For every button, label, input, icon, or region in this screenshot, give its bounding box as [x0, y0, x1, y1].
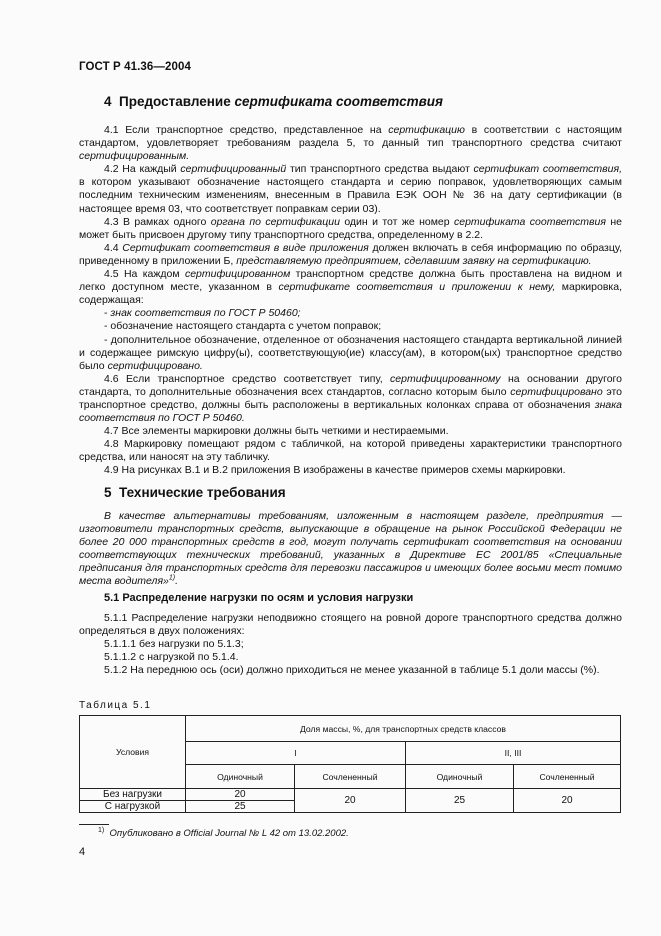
- footnote-divider: [79, 824, 109, 825]
- table-cell: 20: [186, 789, 295, 801]
- paragraph-5-1-2: 5.1.2 На переднюю ось (оси) должно приходиться не менее указанной в таблице 5.1 доли массы (%).: [104, 664, 600, 677]
- table-subheader-articulated-2-3: Сочлененный: [514, 765, 621, 789]
- table-cell: 25: [406, 789, 514, 813]
- page-number: 4: [79, 846, 86, 858]
- section-4-title-italic: сертификата соответствия: [234, 94, 443, 109]
- section-5-number: 5: [104, 485, 112, 500]
- table-header-class-2-3: II, III: [406, 742, 621, 765]
- footnote-mark: 1): [98, 826, 105, 834]
- footnote-text: Опубликовано в Official Journal № L 42 от 13.02.2002.: [109, 828, 349, 839]
- table-header-mass-share: Доля массы, %, для транспортных средств классов: [186, 716, 621, 742]
- subsection-5-1-body: [79, 612, 622, 677]
- paragraph-4-4: 4.4 Сертификат соответствия в виде приложения должен включать в себя информацию по образцу, приведенному в приложении Б, представляемую предприятием, сделавшим заявку на сертификацию.: [79, 241, 622, 267]
- section-4-body: [79, 124, 622, 478]
- section-4-number: 4: [104, 94, 112, 109]
- table-cell: 20: [514, 789, 621, 813]
- section-5-title: Технические требования: [119, 485, 286, 500]
- paragraph-5-1-1-2: 5.1.1.2 с нагрузкой по 5.1.4.: [104, 651, 239, 664]
- table-cell: 20: [295, 789, 406, 813]
- paragraph-4-5: 4.5 На каждом сертифицированном транспортном средстве должна быть проставлена на видном и легко доступном месте, указанном в сертификате соответствия и приложении к нему, маркировка, содержащая:: [79, 268, 622, 307]
- paragraph-5-1-1-1: 5.1.1.1 без нагрузки по 5.1.3;: [104, 638, 244, 651]
- section-4-title-plain: Предоставление: [119, 94, 235, 109]
- list-item-additional-designation: - дополнительное обозначение, отделенное от обозначения настоящего стандарта вертикальной линией и содержащее римскую цифру(ы), соответствующую(ие) классу(ам), в котором(ых) транспортное средство было сертифицировано.: [79, 333, 622, 372]
- subsection-5-1-heading: 5.1 Распределение нагрузки по осям и условия нагрузки: [104, 592, 414, 604]
- section-5-heading: [104, 485, 286, 500]
- paragraph-4-8: 4.8 Маркировку помещают рядом с табличкой, на которой приведены характеристики транспортного средства, или наносят на эту табличку.: [79, 438, 622, 464]
- footnote-reference: 1): [168, 574, 176, 582]
- table-row-label: С нагрузкой: [80, 801, 186, 813]
- table-header-condition: Условия: [80, 716, 186, 789]
- paragraph-4-6: 4.6 Если транспортное средство соответствует типу, сертифицированному на основании другого стандарта, то дополнительные обозначения всех стандартов, согласно которым было сертифицировано это транспортное средство, должны быть расположены в вертикальных колонках справа от обозначения знака соответствия по ГОСТ Р 50460.: [79, 372, 623, 425]
- paragraph-4-7: 4.7 Все элементы маркировки должны быть четкими и нестираемыми.: [104, 425, 449, 438]
- table-subheader-single-1: Одиночный: [186, 765, 295, 789]
- table-subheader-articulated-1: Сочлененный: [295, 765, 406, 789]
- paragraph-4-2: 4.2 На каждый сертифицированный тип транспортного средства выдают сертификат соответствия, в котором указывают обозначение настоящего стандарта и серию поправок, удовлетворяющих самым последним техническим изменениям, внесенным в Правила ЕЭК ООН № 36 на дату сертификации (в настоящее время 03, что соответствует поправкам серии 03).: [79, 163, 622, 215]
- table-cell: 25: [186, 801, 295, 813]
- axle-load-table: [79, 715, 621, 813]
- table-row-label: Без нагрузки: [80, 789, 186, 801]
- table-subheader-single-2-3: Одиночный: [406, 765, 514, 789]
- footnote: [98, 828, 349, 839]
- paragraph-4-1: 4.1 Если транспортное средство, представленное на сертификацию в соответствии с настоящим стандартом, удовлетворяет требованиям раздела 5, то данный тип транспортного средства считают сертифицированным.: [79, 124, 622, 163]
- table-row: [80, 789, 621, 801]
- table-header-class-1: I: [186, 742, 406, 765]
- paragraph-4-3: 4.3 В рамках одного органа по сертификации один и тот же номер сертификата соответствия не может быть присвоен другому типу транспортного средства, определенному в 2.2.: [79, 215, 623, 241]
- standard-code-header: ГОСТ Р 41.36—2004: [79, 61, 191, 73]
- section-4-heading: [104, 94, 443, 109]
- section-5-intro: [79, 510, 622, 589]
- table-caption: Таблица 5.1: [79, 700, 152, 711]
- paragraph-4-9: 4.9 На рисунках В.1 и В.2 приложения В изображены в качестве примеров схемы маркировки.: [104, 464, 566, 477]
- paragraph-5-1-1: 5.1.1 Распределение нагрузки неподвижно стоящего на ровной дороге транспортного средства должно определяться в двух положениях:: [79, 612, 622, 638]
- list-item-conformity-mark: - знак соответствия по ГОСТ Р 50460;: [104, 307, 301, 320]
- list-item-standard-designation: - обозначение настоящего стандарта с учетом поправок;: [104, 320, 382, 333]
- alternative-requirements-paragraph: В качестве альтернативы требованиям, изложенным в настоящем разделе, предприятия — изготовители транспортных средств, выпускающие в обращение на рынок Российской Федерации не более 20 000 транспортных средств в год, могут получать сертификат соответствия на основании соответствующих технических требований, указанных в Директиве ЕС 2001/85 «Специальные предписания для транспортных средств для перевозки пассажиров и имеющих более восьми мест помимо места водителя»$^{1)}$.: [79, 510, 622, 588]
